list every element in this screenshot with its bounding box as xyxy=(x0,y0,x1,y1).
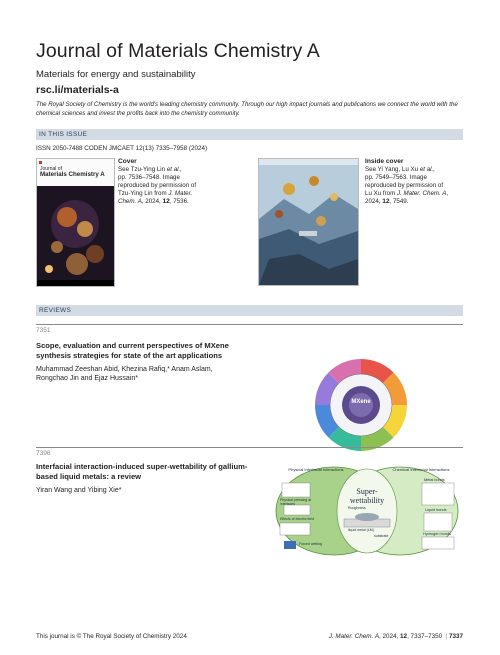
mxene-figure[interactable] xyxy=(314,358,408,452)
journal-title: Journal of Materials Chemistry A xyxy=(36,40,320,62)
divider xyxy=(36,324,463,325)
article-page-number: 7351 xyxy=(36,327,51,334)
in-this-issue-label: IN THIS ISSUE xyxy=(39,130,88,138)
footer-copyright: This journal is © The Royal Society of Chemistry 2024 xyxy=(36,633,187,640)
metal-bonds-label: Metal bonds xyxy=(424,478,445,482)
mxene-wheel-icon xyxy=(314,358,408,452)
inside-cover-art-icon xyxy=(259,159,358,285)
cover-mini-title: Journal of Materials Chemistry A xyxy=(40,166,105,178)
divider xyxy=(36,447,463,448)
reviews-bar xyxy=(36,305,463,316)
hydrogen-bonds-label: Hydrogen bonds xyxy=(423,532,451,536)
inside-cover-image[interactable] xyxy=(258,158,359,286)
roughness-label: Roughness xyxy=(348,506,366,510)
substrate-label: substrate xyxy=(374,534,389,538)
in-this-issue-bar xyxy=(36,129,463,140)
article-title-link[interactable]: Scope, evaluation and current perspectives of MXene synthesis strategies for state of the art applications xyxy=(36,341,229,360)
physical-interactions-label: Physical Interfacial Interactions xyxy=(288,467,344,472)
liquid-bonds-label: Liquid bonds xyxy=(425,508,447,512)
physical-pressing-label: Physical pressing at interfaces xyxy=(280,498,312,506)
cover-caption: Cover See Tzu-Ying Lin et al., pp. 7536–7548. Image reproduced by permission of Tzu-Ying Lin from J. Mater. Chem. A, 2024, 12, 7536. xyxy=(118,158,197,206)
forced-wetting-label: Forced wetting xyxy=(299,542,322,546)
chemical-interactions-label: Chemical Interfacial Interactions xyxy=(392,467,450,472)
cover-art-icon xyxy=(37,159,114,286)
article-authors: Muhammad Zeeshan Abid, Khezina Rafiq,* Anam Aslam, Rongchao Jin and Ejaz Hussain* xyxy=(36,366,213,383)
article-authors: Yiran Wang and Yibing Xie* xyxy=(36,487,122,494)
reviews-label: REVIEWS xyxy=(39,306,72,314)
journal-url-link[interactable]: rsc.li/materials-a xyxy=(36,84,119,96)
society-blurb: The Royal Society of Chemistry is the world's leading chemistry community. Through our high impact journals and publications we connect the world with the chemical sciences and invest the profits back into the chemistry community. xyxy=(36,101,458,117)
article-title-link[interactable]: Interfacial interaction-induced super-wettability of gallium-based liquid metals: a review xyxy=(36,462,248,481)
footer-page-number: 7337 xyxy=(448,633,463,640)
electric-field-label: Effects of electric field xyxy=(280,517,314,521)
journal-subtitle: Materials for energy and sustainability xyxy=(36,69,196,80)
super-wettability-figure[interactable] xyxy=(272,465,462,557)
mxene-center-label: MXene xyxy=(351,399,371,405)
issn-line: ISSN 2050-7488 CODEN JMCAET 12(13) 7335–7958 (2024) xyxy=(36,145,208,152)
inside-cover-caption: Inside cover See Yi Yang, Lu Xu et al., pp. 7549–7563. Image reproduced by permission of Lu Xu from J. Mater. Chem. A, 2024, 12, 7549. xyxy=(365,158,449,206)
article-page-number: 7396 xyxy=(36,450,51,457)
wettability-center-label: Super-wettability xyxy=(349,487,385,505)
footer-citation: J. Mater. Chem. A, 2024, 12, 7337–7350 | 7337 xyxy=(328,633,463,640)
liquid-metal-label: liquid metal (LM) xyxy=(348,528,374,532)
